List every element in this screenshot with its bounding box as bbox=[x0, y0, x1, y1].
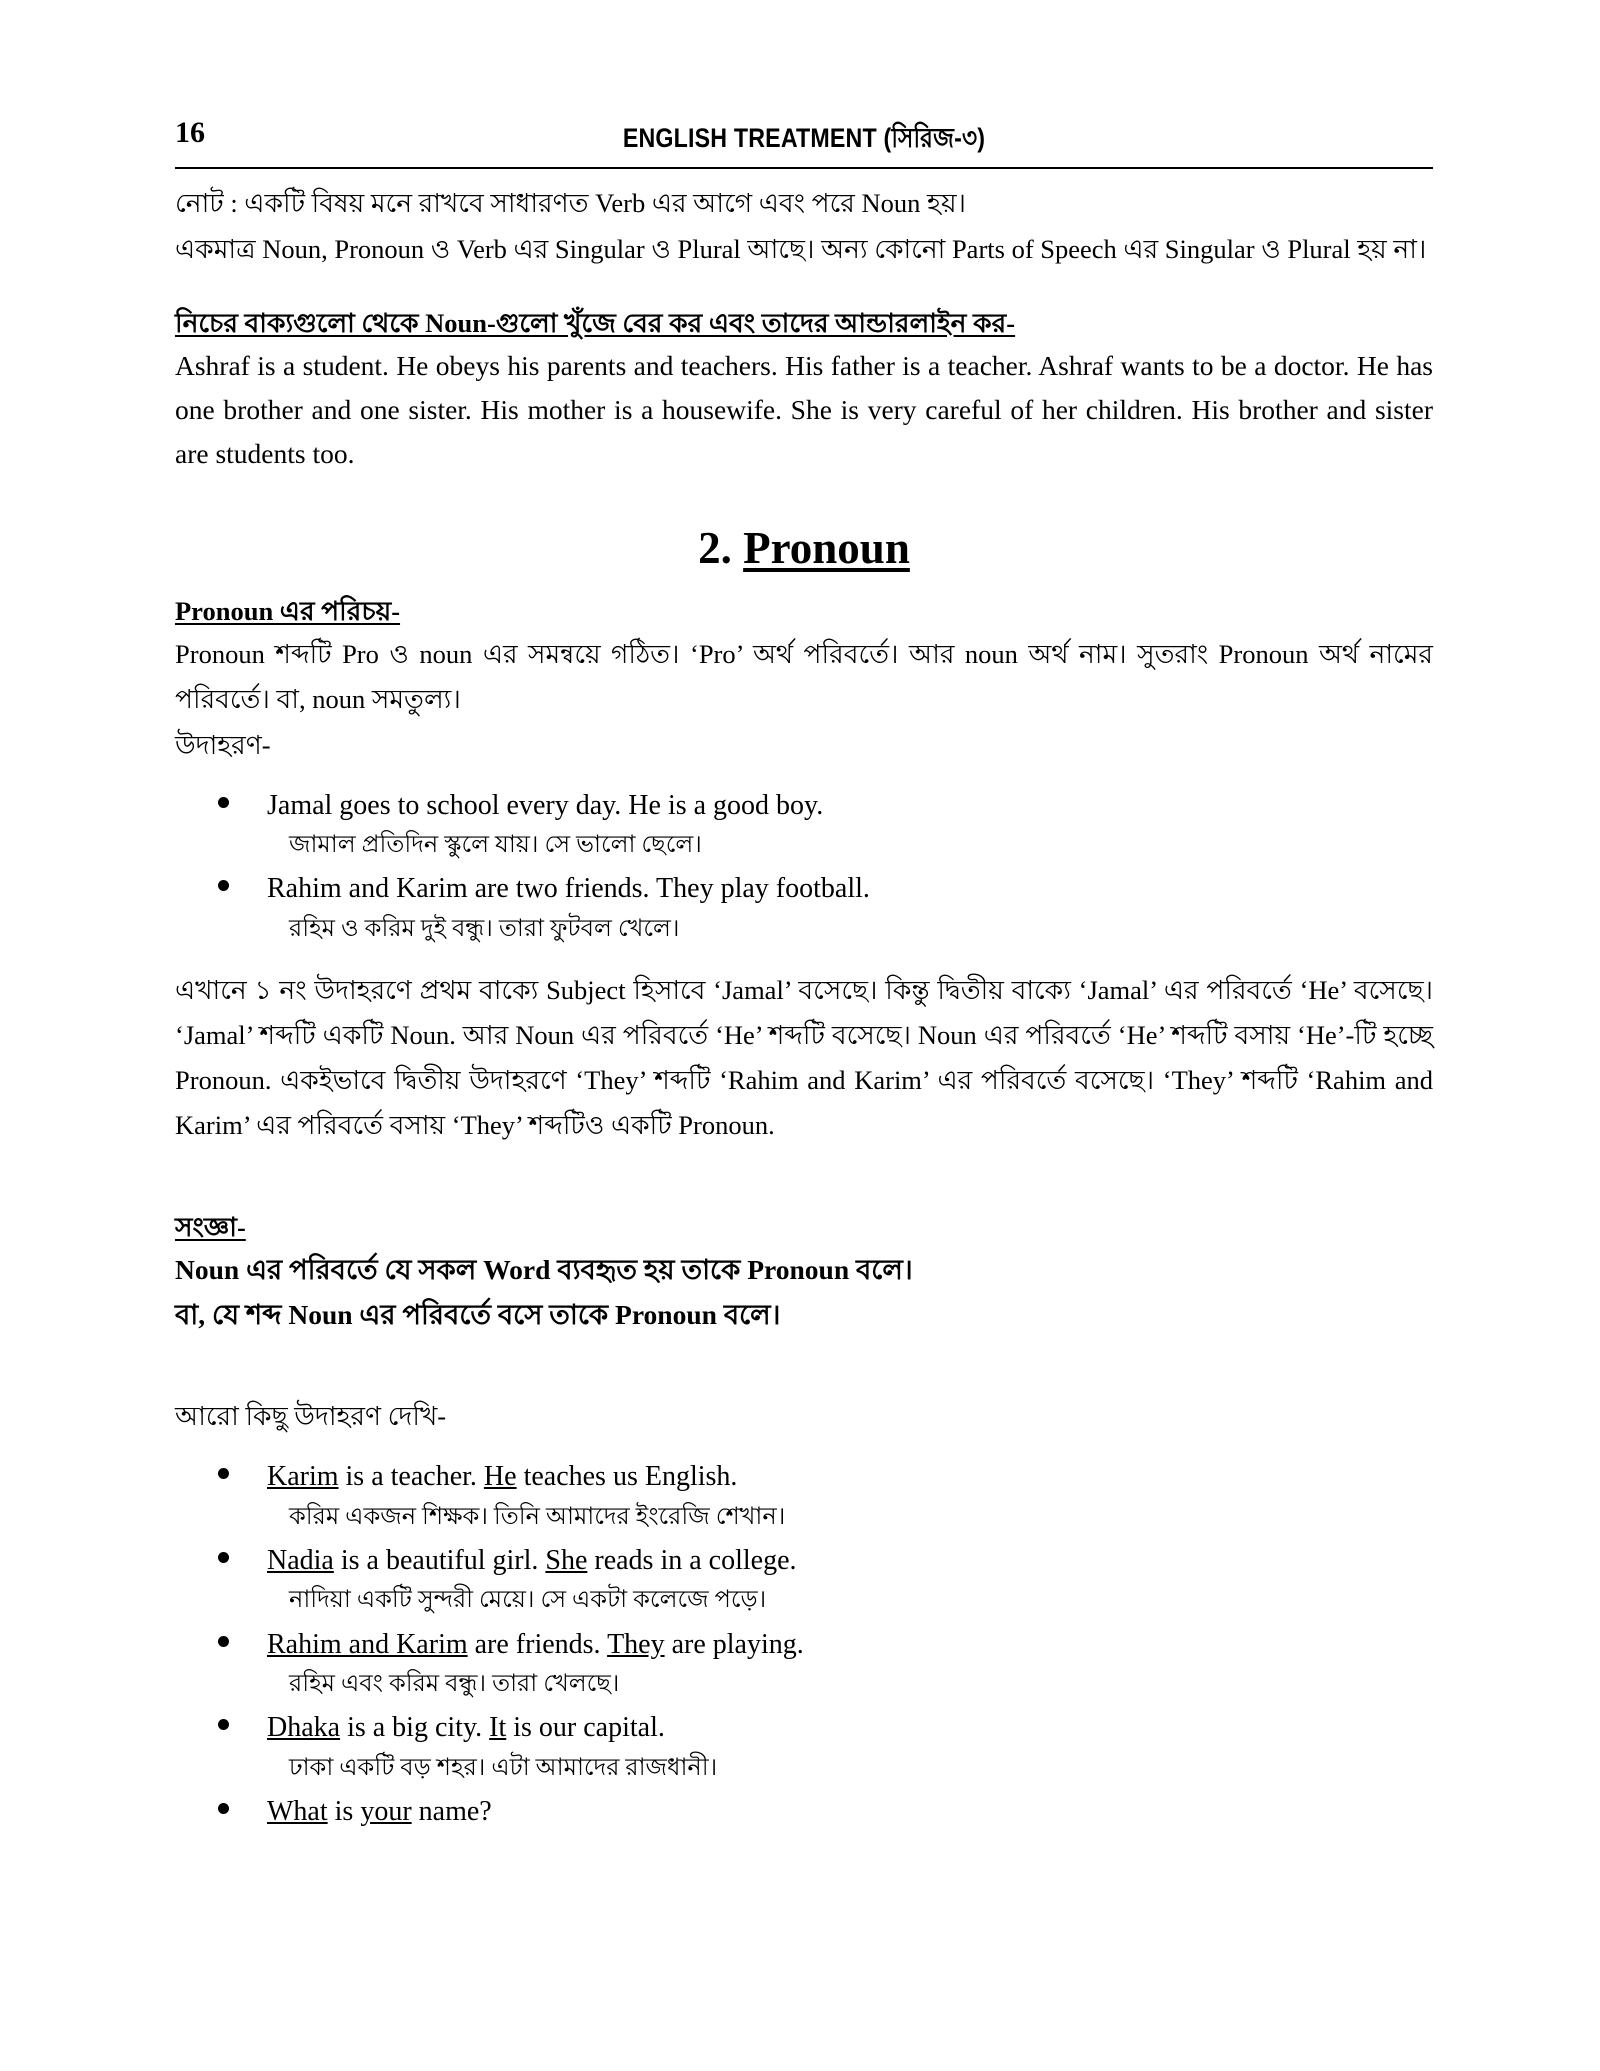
example-english bbox=[267, 1624, 1433, 1667]
example-bangla: রহিম ও করিম দুই বন্ধু। তারা ফুটবল খেলে। bbox=[289, 916, 680, 943]
underlined-word: Dhaka bbox=[267, 1712, 341, 1744]
bullet-dot-icon bbox=[218, 880, 229, 891]
list-item bbox=[175, 1540, 1433, 1620]
section-number: 2. bbox=[698, 522, 732, 573]
example-bangla: করিম একজন শিক্ষক। তিনি আমাদের ইংরেজি শেখান। bbox=[289, 1503, 786, 1530]
more-examples-label: আরো কিছু উদাহরণ দেখি- bbox=[175, 1401, 447, 1432]
underlined-word: Karim bbox=[267, 1461, 339, 1493]
exercise-instruction: নিচের বাক্যগুলো থেকে Noun-গুলো খুঁজে বের কর এবং তাদের আন্ডারলাইন কর- bbox=[175, 307, 1016, 338]
underlined-word: Rahim and Karim bbox=[267, 1628, 468, 1660]
example-bangla: রহিম এবং করিম বন্ধু। তারা খেলছে। bbox=[289, 1671, 620, 1698]
exercise-instruction-wrap bbox=[175, 304, 1433, 344]
example-english bbox=[267, 1791, 1433, 1834]
underlined-word: What bbox=[267, 1796, 328, 1828]
plain-text: are friends. bbox=[467, 1628, 608, 1660]
intro-body: Pronoun শব্দটি Pro ও noun এর সমন্বয়ে গঠিত। ‘Pro’ অর্থ পরিবর্তে। আর noun অর্থ নাম। সুতরাং Pronoun অর্থ নামের পরিবর্তে। বা, noun সমতুল্য। bbox=[175, 638, 1433, 714]
note-line-1: নোট : একটি বিষয় মনে রাখবে সাধারণত Verb এর আগে এবং পরে Noun হয়। bbox=[175, 188, 967, 218]
example-english bbox=[267, 1707, 1433, 1750]
plain-text: is bbox=[327, 1796, 361, 1828]
bullet-dot-icon bbox=[218, 1468, 229, 1479]
first-example-list bbox=[175, 785, 1433, 948]
spacer bbox=[175, 476, 1433, 520]
more-examples-list bbox=[175, 1456, 1433, 1833]
exercise-passage: Ashraf is a student. He obeys his parents and teachers. His father is a teacher. Ashraf wants to be a doctor. He has one brother and one sister. His mother is a housewife. She is very careful of her children. His brother and sister are students too. bbox=[175, 349, 1433, 469]
plain-text: is a big city. bbox=[340, 1712, 490, 1744]
definition-heading: সংজ্ঞা- bbox=[175, 1212, 246, 1243]
example-english bbox=[267, 1540, 1433, 1583]
note-line-2: একমাত্র Noun, Pronoun ও Verb এর Singular ও Plural আছে। অন্য কোনো Parts of Speech এর Singular ও Plural হয় না। bbox=[175, 233, 1427, 264]
explanation-paragraph: এখানে ১ নং উদাহরণে প্রথম বাক্যে Subject হিসাবে ‘Jamal’ বসেছে। কিন্তু দ্বিতীয় বাক্যে ‘Jamal’ এর পরিবর্তে ‘He’ বসেছে। ‘Jamal’ শব্দটি একটি Noun. আর Noun এর পরিবর্তে ‘He’ শব্দটি বসেছে। Noun এর পরিবর্তে ‘He’ শব্দটি বসায় ‘He’-টি হচ্ছে Pronoun. একইভাবে দ্বিতীয় উদাহরণে ‘They’ শব্দটি ‘Rahim and Karim’ এর পরিবর্তে বসেছে। ‘They’ শব্দটি ‘Rahim and Karim’ এর পরিবর্তে বসায় ‘They’ শব্দটিও একটি Pronoun. bbox=[175, 975, 1433, 1141]
section-title bbox=[175, 520, 1433, 576]
definition-heading-wrap bbox=[175, 1208, 1433, 1248]
plain-text: reads in a college. bbox=[587, 1544, 797, 1576]
underlined-word: They bbox=[607, 1628, 665, 1660]
underlined-word: She bbox=[545, 1544, 588, 1576]
spacer bbox=[175, 576, 1433, 592]
bullet-dot-icon bbox=[218, 1552, 229, 1563]
plain-text: is a teacher. bbox=[338, 1461, 484, 1493]
page-content bbox=[175, 118, 1433, 1838]
example-bangla: ঢাকা একটি বড় শহর। এটা আমাদের রাজধানী। bbox=[289, 1754, 718, 1781]
intro-heading-wrap bbox=[175, 592, 1433, 632]
bullet-dot-icon bbox=[218, 1636, 229, 1647]
intro-heading: Pronoun এর পরিচয়- bbox=[175, 595, 401, 626]
plain-text: name? bbox=[411, 1796, 492, 1828]
example-english: Jamal goes to school every day. He is a good boy. bbox=[267, 789, 824, 821]
bullet-dot-icon bbox=[218, 797, 229, 808]
spacer bbox=[175, 1440, 1433, 1456]
bullet-dot-icon bbox=[218, 1803, 229, 1814]
underlined-word: Nadia bbox=[267, 1544, 334, 1576]
plain-text: are playing. bbox=[664, 1628, 804, 1660]
list-item bbox=[175, 785, 1433, 865]
plain-text: is a beautiful girl. bbox=[333, 1544, 546, 1576]
definition-line-1: Noun এর পরিবর্তে যে সকল Word ব্যবহৃত হয় তাকে Pronoun বলে। bbox=[175, 1254, 913, 1286]
definition-line-2: বা, যে শব্দ Noun এর পরিবর্তে বসে তাকে Pronoun বলে। bbox=[175, 1298, 781, 1330]
running-header bbox=[175, 118, 1433, 164]
example-english: Rahim and Karim are two friends. They play football. bbox=[267, 873, 870, 905]
list-item bbox=[175, 1624, 1433, 1704]
header-divider bbox=[175, 167, 1433, 169]
list-item bbox=[175, 1707, 1433, 1787]
example-bangla: নাদিয়া একটি সুন্দরী মেয়ে। সে একটা কলেজে পড়ে। bbox=[289, 1587, 767, 1614]
underlined-word: He bbox=[483, 1461, 517, 1493]
spacer bbox=[175, 274, 1433, 304]
example-bangla: জামাল প্রতিদিন স্কুলে যায়। সে ভালো ছেলে। bbox=[289, 832, 702, 859]
underlined-word: your bbox=[360, 1796, 412, 1828]
spacer bbox=[175, 769, 1433, 785]
book-title: ENGLISH TREATMENT (সিরিজ-৩) bbox=[622, 123, 986, 153]
spacer bbox=[175, 952, 1433, 968]
page-number: 16 bbox=[175, 116, 205, 149]
spacer bbox=[175, 1150, 1433, 1208]
list-item bbox=[175, 868, 1433, 948]
examples-label: উদাহরণ- bbox=[175, 729, 271, 760]
example-english bbox=[267, 1456, 1433, 1499]
bullet-dot-icon bbox=[218, 1719, 229, 1730]
spacer bbox=[175, 1337, 1433, 1395]
section-word: Pronoun bbox=[743, 522, 910, 573]
underlined-word: It bbox=[489, 1712, 507, 1744]
list-item bbox=[175, 1456, 1433, 1536]
list-item bbox=[175, 1791, 1433, 1834]
plain-text: is our capital. bbox=[506, 1712, 665, 1744]
plain-text: teaches us English. bbox=[516, 1461, 738, 1493]
